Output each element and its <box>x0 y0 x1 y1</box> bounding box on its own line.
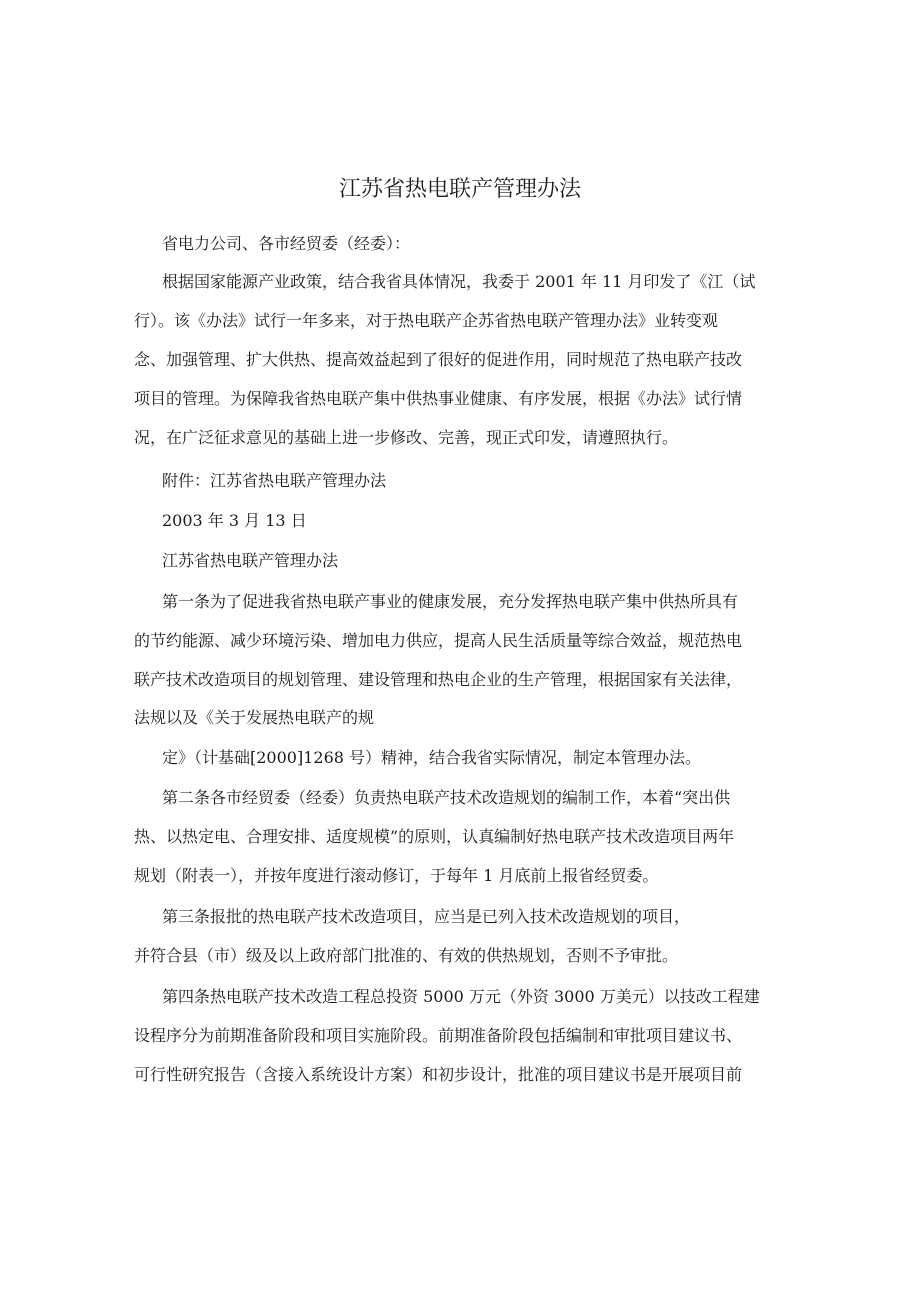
paragraph-line: 第一条为了促进我省热电联产事业的健康发展，充分发挥热电联产集中供热所具有 <box>162 592 739 611</box>
paragraph-line: 定》（计基础[2000]1268 号）精神，结合我省实际情况，制定本管理办法。 <box>162 748 702 767</box>
paragraph-line: 的节约能源、减少环境污染、增加电力供应，提高人民生活质量等综合效益，规范热电 <box>134 631 743 650</box>
paragraph-line: 热、以热定电、合理安排、适度规模”的原则，认真编制好热电联产技术改造项目两年 <box>134 827 735 846</box>
paragraph-line: 联产技术改造项目的规划管理、建设管理和热电企业的生产管理，根据国家有关法律， <box>134 670 743 689</box>
paragraph-line: 设程序分为前期准备阶段和项目实施阶段。前期准备阶段包括编制和审批项目建议书、 <box>134 1026 743 1045</box>
date-line: 2003 年 3 月 13 日 <box>162 511 307 530</box>
section-heading: 江苏省热电联产管理办法 <box>162 551 339 570</box>
paragraph-line: 并符合县（市）级及以上政府部门批准的、有效的供热规划，否则不予审批。 <box>134 946 679 965</box>
paragraph-line: 根据国家能源产业政策，结合我省具体情况，我委于 2001 年 11 月印发了《江（试 <box>162 272 756 291</box>
attachment-line: 附件：江苏省热电联产管理办法 <box>162 471 387 490</box>
paragraph-line: 行）。该《办法》试行一年多来，对于热电联产企苏省热电联产管理办法》业转变观 <box>134 311 719 330</box>
paragraph-line: 况，在广泛征求意见的基础上进一步修改、完善，现正式印发，请遵照执行。 <box>134 428 679 447</box>
paragraph-line: 项目的管理。为保障我省热电联产集中供热事业健康、有序发展，根据《办法》试行情 <box>134 389 743 408</box>
paragraph-line: 念、加强管理、扩大供热、提高效益起到了很好的促进作用，同时规范了热电联产技改 <box>134 350 743 369</box>
paragraph-line: 可行性研究报告（含接入系统设计方案）和初步设计，批准的项目建议书是开展项目前 <box>134 1065 743 1084</box>
paragraph-line: 法规以及《关于发展热电联产的规 <box>134 708 375 727</box>
paragraph-line: 第四条热电联产技术改造工程总投资 5000 万元（外资 3000 万美元）以技改工程建 <box>162 987 760 1006</box>
paragraph-line: 规划（附表一），并按年度进行滚动修订，于每年 1 月底前上报省经贸委。 <box>134 866 659 885</box>
salutation: 省电力公司、各市经贸委（经委）： <box>162 234 411 253</box>
document-title: 江苏省热电联产管理办法 <box>338 177 581 202</box>
paragraph-line: 第二条各市经贸委（经委）负责热电联产技术改造规划的编制工作，本着“突出供 <box>162 788 731 807</box>
paragraph-line: 第三条报批的热电联产技术改造项目，应当是已列入技术改造规划的项目， <box>162 907 691 926</box>
